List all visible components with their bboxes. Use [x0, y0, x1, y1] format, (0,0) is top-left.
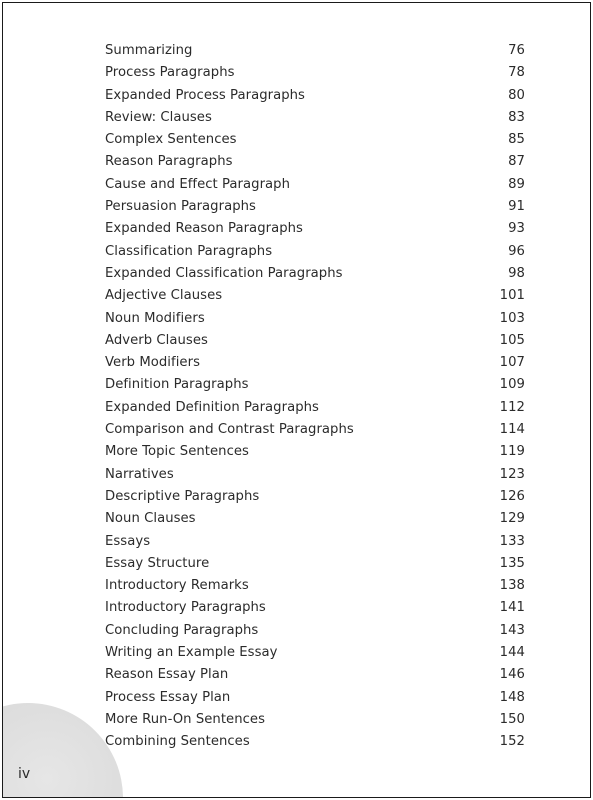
toc-entry-page: 114: [499, 422, 525, 438]
toc-entry-title: Writing an Example Essay: [105, 645, 278, 661]
toc-entry-page: 123: [499, 466, 525, 482]
toc-entry: [105, 285, 525, 307]
toc-entry-title: Combining Sentences: [105, 734, 250, 750]
toc-entry-title: Concluding Paragraphs: [105, 622, 259, 638]
toc-entry-page: 87: [508, 154, 525, 170]
toc-entry-title: Reason Essay Plan: [105, 667, 229, 683]
toc-entry-title: Classification Paragraphs: [105, 243, 273, 259]
toc-entry-page: 89: [508, 176, 525, 192]
toc-entry-page: 105: [499, 332, 525, 348]
toc-entry: [105, 174, 525, 196]
toc-entry: [105, 709, 525, 731]
toc-entry-title: Process Essay Plan: [105, 689, 231, 705]
page-number: iv: [18, 766, 31, 782]
toc-entry-title: Persuasion Paragraphs: [105, 199, 256, 215]
toc-entry-title: Verb Modifiers: [105, 355, 200, 371]
toc-entry-page: 93: [508, 221, 525, 237]
toc-entry-title: Noun Clauses: [105, 511, 196, 527]
toc-entry-page: 85: [508, 132, 525, 148]
toc-entry-title: Complex Sentences: [105, 132, 237, 148]
toc-entry: [105, 218, 525, 240]
toc-entry: [105, 664, 525, 686]
toc-entry-page: 109: [499, 377, 525, 393]
toc-entry-title: Comparison and Contrast Paragraphs: [105, 422, 354, 438]
toc-entry-title: Reason Paragraphs: [105, 154, 233, 170]
toc-entry: [105, 642, 525, 664]
toc-entry: [105, 151, 525, 173]
toc-entry-title: Summarizing: [105, 43, 193, 58]
toc-entry-page: 119: [499, 444, 525, 460]
toc-entry-title: Introductory Paragraphs: [105, 600, 266, 616]
toc-entry-page: 80: [508, 87, 525, 103]
toc-entry: [105, 263, 525, 285]
toc-entry-page: 126: [499, 488, 525, 504]
toc-entry-title: Adjective Clauses: [105, 288, 223, 304]
toc-entry: [105, 508, 525, 530]
toc-entry-page: 148: [499, 689, 525, 705]
toc-entry-title: Expanded Reason Paragraphs: [105, 221, 303, 237]
toc-entry-title: Cause and Effect Paragraph: [105, 176, 291, 192]
toc-entry: [105, 308, 525, 330]
toc-entry: [105, 40, 525, 62]
toc-entry-title: More Run-On Sentences: [105, 711, 265, 727]
toc-entry-title: Review: Clauses: [105, 109, 212, 125]
toc-entry-page: 112: [499, 399, 525, 415]
toc-entry-title: Descriptive Paragraphs: [105, 488, 260, 504]
toc-entry-page: 152: [499, 734, 525, 750]
toc-entry-title: Process Paragraphs: [105, 65, 235, 81]
toc-entry-page: 101: [499, 288, 525, 304]
toc-entry-title: Expanded Definition Paragraphs: [105, 399, 319, 415]
toc-entry: [105, 464, 525, 486]
toc-entry-page: 133: [499, 533, 525, 549]
toc-entry-page: 83: [508, 109, 525, 125]
toc-entry: [105, 486, 525, 508]
toc-entry-page: 98: [508, 265, 525, 281]
toc-entry-page: 146: [499, 667, 525, 683]
table-of-contents: [105, 40, 525, 754]
toc-entry: [105, 441, 525, 463]
toc-entry: [105, 129, 525, 151]
toc-entry: [105, 107, 525, 129]
toc-entry-title: Adverb Clauses: [105, 332, 208, 348]
toc-entry: [105, 419, 525, 441]
toc-entry: [105, 62, 525, 84]
toc-entry-page: 91: [508, 199, 525, 215]
toc-entry: [105, 374, 525, 396]
toc-entry-page: 103: [499, 310, 525, 326]
toc-entry: [105, 731, 525, 753]
toc-entry-page: 78: [508, 65, 525, 81]
toc-entry: [105, 620, 525, 642]
toc-entry: [105, 553, 525, 575]
toc-entry: [105, 687, 525, 709]
toc-entry: [105, 196, 525, 218]
toc-entry: [105, 575, 525, 597]
toc-entry-page: 107: [499, 355, 525, 371]
toc-entry-page: 129: [499, 511, 525, 527]
toc-entry: [105, 531, 525, 553]
toc-entry-title: Introductory Remarks: [105, 578, 249, 594]
toc-entry: [105, 352, 525, 374]
toc-entry: [105, 330, 525, 352]
toc-entry-page: 141: [499, 600, 525, 616]
toc-entry-title: Expanded Classification Paragraphs: [105, 265, 343, 281]
toc-entry: [105, 85, 525, 107]
toc-entry: [105, 597, 525, 619]
document-page: [2, 2, 591, 798]
toc-entry-page: 143: [499, 622, 525, 638]
toc-entry-title: More Topic Sentences: [105, 444, 249, 460]
toc-entry-title: Narratives: [105, 466, 174, 482]
toc-entry: [105, 241, 525, 263]
toc-entry-title: Definition Paragraphs: [105, 377, 249, 393]
toc-entry-title: Expanded Process Paragraphs: [105, 87, 305, 103]
toc-entry-page: 150: [499, 711, 525, 727]
toc-entry-page: 138: [499, 578, 525, 594]
toc-entry-page: 144: [499, 645, 525, 661]
toc-entry-title: Essays: [105, 533, 151, 549]
toc-entry-title: Essay Structure: [105, 555, 210, 571]
toc-entry-page: 76: [508, 43, 525, 58]
toc-entry-page: 96: [508, 243, 525, 259]
toc-entry: [105, 397, 525, 419]
toc-entry-title: Noun Modifiers: [105, 310, 205, 326]
toc-entry-page: 135: [499, 555, 525, 571]
